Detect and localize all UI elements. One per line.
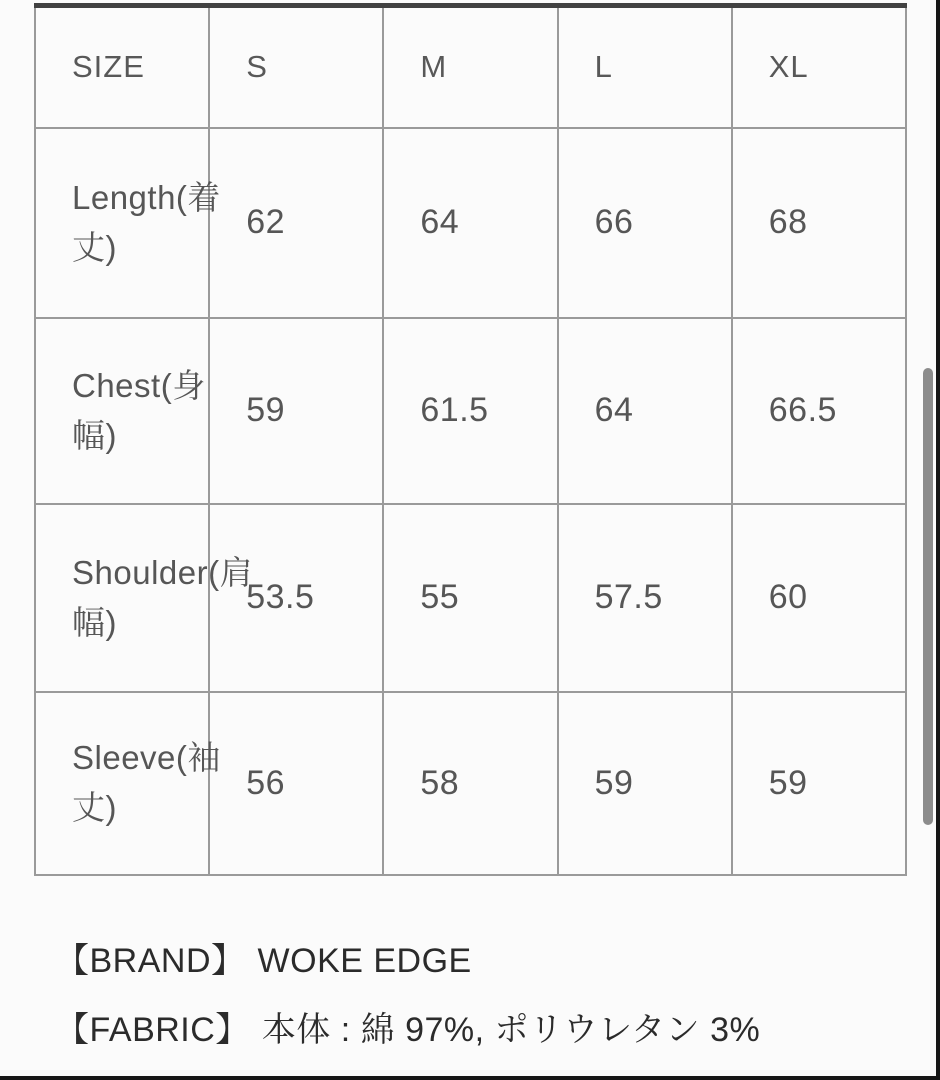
table-row-sleeve [35,692,906,875]
table-row-shoulder [35,504,906,692]
fabric-value: 本体 : 綿 97%, ポリウレタン 3% [261,1011,761,1049]
product-details [55,940,760,1051]
header-size-s: S [209,6,383,128]
measurement-cell: 58 [383,692,557,875]
photo-edge-right [936,0,940,1080]
header-size-label: SIZE [35,6,209,128]
measurement-cell: 59 [209,318,383,504]
measurement-cell: 61.5 [383,318,557,504]
measurement-cell: 68 [732,128,906,318]
measurement-cell: 59 [732,692,906,875]
photo-edge-bottom [0,1076,940,1080]
fabric-label: 【FABRIC】 [55,1011,250,1049]
measurement-cell: 62 [209,128,383,318]
measurement-cell: 66.5 [732,318,906,504]
table-row-length [35,128,906,318]
measurement-cell: 56 [209,692,383,875]
table-header-row [35,6,906,128]
measurement-cell: 60 [732,504,906,692]
header-size-m: M [383,6,557,128]
brand-value: WOKE EDGE [257,942,472,980]
row-label-shoulder: Shoulder(肩 幅) [72,553,254,641]
header-size-xl: XL [732,6,906,128]
brand-label: 【BRAND】 [55,942,246,980]
header-size-l: L [558,6,732,128]
row-label-length: Length(着 丈) [72,178,221,266]
measurement-cell: 55 [383,504,557,692]
scrollbar-thumb[interactable] [923,368,933,825]
size-table [34,3,907,876]
table-row-chest [35,318,906,504]
measurement-cell: 57.5 [558,504,732,692]
measurement-cell: 64 [558,318,732,504]
measurement-cell: 53.5 [209,504,383,692]
measurement-cell: 64 [383,128,557,318]
fabric-line [55,1009,760,1051]
measurement-cell: 66 [558,128,732,318]
brand-line [55,940,760,982]
row-label-sleeve: Sleeve(袖 丈) [72,739,221,826]
measurement-cell: 59 [558,692,732,875]
row-label-chest: Chest(身 幅) [72,366,206,454]
